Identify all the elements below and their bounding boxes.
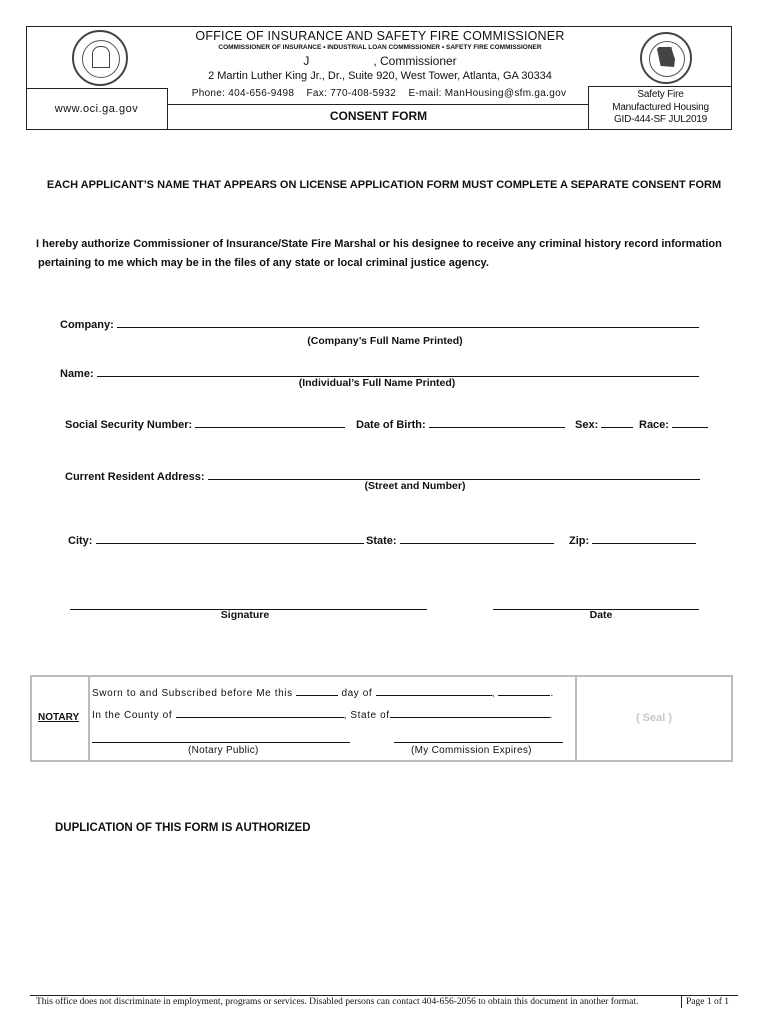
company-label: Company: — [60, 319, 114, 331]
notary-state-input[interactable] — [390, 705, 550, 718]
notary-county-line: In the County of , State of . — [92, 705, 553, 721]
footer-text: This office does not discriminate in employment, programs or services. Disabled persons can contact 404-656-2056 to obtain this document in another format. — [36, 997, 639, 1007]
race-label: Race: — [639, 419, 669, 431]
commissioner-initial: J — [303, 54, 310, 68]
commissioner-title: , Commissioner — [373, 54, 457, 68]
sworn-text: Sworn to and Subscribed before Me this — [92, 688, 293, 699]
dob-field — [356, 415, 565, 431]
zip-label: Zip: — [569, 535, 590, 547]
form-code-line2: Manufactured Housing — [612, 101, 709, 113]
seal-placeholder: ( Seal ) — [635, 712, 673, 724]
dob-input[interactable] — [429, 415, 565, 428]
website-link[interactable]: www.oci.ga.gov — [26, 88, 168, 130]
state-of-text: , State of — [343, 710, 390, 721]
company-input[interactable] — [117, 315, 699, 328]
state-label: State: — [366, 535, 397, 547]
authorization-line1: I hereby authorize Commissioner of Insurance/State Fire Marshal or his designee to receive any criminal history record information — [36, 238, 722, 250]
sex-field — [575, 415, 633, 431]
ssn-label: Social Security Number: — [65, 419, 193, 431]
sex-label: Sex: — [575, 419, 599, 431]
state-field — [366, 531, 554, 547]
company-sublabel: (Company’s Full Name Printed) — [307, 335, 463, 347]
ssn-field — [65, 415, 345, 431]
zip-field — [569, 531, 696, 547]
day-of-text: day of — [341, 688, 373, 699]
address-label: Current Resident Address: — [65, 471, 205, 483]
phone-text: Phone: 404-656-9498 — [191, 88, 295, 99]
address-sublabel: (Street and Number) — [364, 480, 466, 492]
name-sublabel: (Individual’s Full Name Printed) — [298, 377, 456, 389]
state-input[interactable] — [400, 531, 554, 544]
commission-expires-label: (My Commission Expires) — [411, 745, 532, 756]
date-label: Date — [589, 609, 613, 621]
name-input[interactable] — [97, 364, 699, 377]
applicant-notice: EACH APPLICANT’S NAME THAT APPEARS ON LICENSE APPLICATION FORM MUST COMPLETE A SEPARATE CONSENT FORM — [46, 179, 722, 191]
company-field — [60, 315, 699, 331]
notary-public-signature[interactable] — [92, 730, 350, 743]
sworn-day-input[interactable] — [296, 683, 338, 696]
duplication-notice: DUPLICATION OF THIS FORM IS AUTHORIZED — [55, 822, 311, 834]
authorization-line2: pertaining to me which may be in the files of any state or local criminal justice agency. — [38, 257, 489, 269]
dob-label: Date of Birth: — [356, 419, 426, 431]
name-label: Name: — [60, 368, 94, 380]
county-input[interactable] — [176, 705, 344, 718]
footer-divider — [30, 995, 738, 996]
signature-label: Signature — [220, 609, 270, 621]
commission-expires-input[interactable] — [394, 730, 563, 743]
fax-text: Fax: 770-408-5932 — [306, 88, 397, 99]
sex-input[interactable] — [601, 415, 633, 428]
sworn-month-input[interactable] — [376, 683, 492, 696]
email-text: E-mail: ManHousing@sfm.ga.gov — [408, 88, 567, 99]
race-field — [639, 415, 708, 431]
safety-fire-seal-icon — [640, 32, 692, 84]
office-address: 2 Martin Luther King Jr., Dr., Suite 920, West Tower, Atlanta, GA 30334 — [208, 70, 552, 82]
office-title: OFFICE OF INSURANCE AND SAFETY FIRE COMMISSIONER — [195, 29, 565, 43]
sworn-year-input[interactable] — [498, 683, 550, 696]
address-input[interactable] — [208, 467, 700, 480]
commissioner-line — [160, 54, 600, 68]
notary-label: NOTARY — [38, 712, 80, 723]
city-label: City: — [68, 535, 93, 547]
zip-input[interactable] — [592, 531, 696, 544]
form-code — [588, 86, 732, 130]
city-input[interactable] — [96, 531, 364, 544]
ssn-input[interactable] — [195, 415, 345, 428]
notary-sworn-line: Sworn to and Subscribed before Me this day of , . — [92, 683, 554, 699]
form-code-line1: Safety Fire — [637, 89, 684, 100]
city-field — [68, 531, 364, 547]
race-input[interactable] — [672, 415, 708, 428]
page-separator — [681, 996, 682, 1008]
form-title: CONSENT FORM — [168, 104, 589, 130]
page-number: Page 1 of 1 — [686, 997, 730, 1007]
contact-line — [170, 88, 588, 99]
county-text: In the County of — [92, 710, 173, 721]
office-subtitle: COMMISSIONER OF INSURANCE • INDUSTRIAL LOAN COMMISSIONER • SAFETY FIRE COMMISSIONER — [218, 44, 542, 51]
georgia-seal-icon — [72, 30, 128, 86]
form-code-line3: GID-444-SF JUL2019 — [613, 114, 708, 125]
notary-public-label: (Notary Public) — [188, 745, 259, 756]
